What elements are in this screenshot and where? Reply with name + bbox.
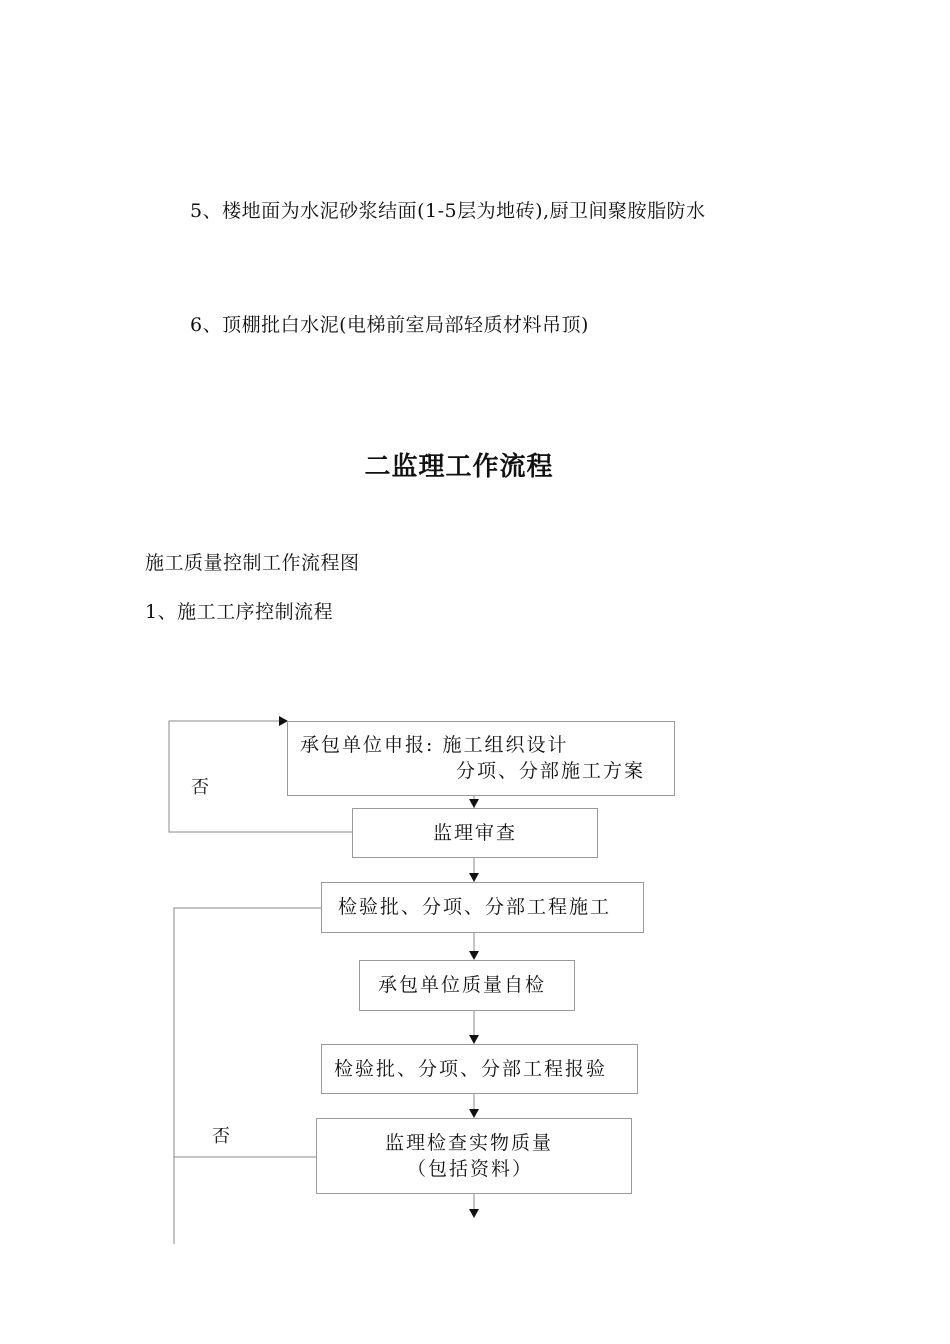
arrow-head-icon	[469, 873, 479, 882]
flow-box-review	[352, 808, 598, 858]
flow-box-construction	[321, 882, 644, 933]
flow-box-review-text: 监理审查	[433, 822, 518, 844]
flowchart-title: 施工质量控制工作流程图	[145, 552, 360, 574]
no-label-loop-2: 否	[212, 1126, 230, 1147]
flow-box-quality-check-line2: （包括资料）	[407, 1158, 534, 1180]
flow-box-quality-check	[316, 1118, 632, 1194]
flow-box-inspection-report	[321, 1044, 638, 1094]
paragraph-item-5: 5、楼地面为水泥砂浆结面(1-5层为地砖),厨卫间聚胺脂防水	[190, 200, 706, 222]
flow-box-submission-line1: 承包单位申报: 施工组织设计	[300, 734, 569, 756]
flow-box-self-check	[359, 960, 575, 1011]
arrow-head-icon	[469, 1109, 479, 1118]
flow-box-construction-text: 检验批、分项、分部工程施工	[338, 896, 612, 918]
flow-box-quality-check-line1: 监理检查实物质量	[385, 1132, 554, 1154]
flow-box-self-check-text: 承包单位质量自检	[378, 974, 547, 996]
flow-box-submission	[287, 721, 675, 796]
flow-box-submission-line2: 分项、分部施工方案	[456, 760, 646, 782]
arrow-head-icon	[469, 799, 479, 808]
arrow-head-icon	[469, 951, 479, 960]
flow-box-inspection-report-text: 检验批、分项、分部工程报验	[334, 1058, 608, 1080]
arrow-head-icon	[469, 1035, 479, 1044]
no-label-loop-1: 否	[191, 777, 209, 798]
subsection-title: 1、施工工序控制流程	[145, 601, 334, 623]
section-heading: 二监理工作流程	[364, 452, 554, 482]
paragraph-item-6: 6、顶棚批白水泥(电梯前室局部轻质材料吊顶)	[190, 314, 589, 336]
arrow-head-icon	[469, 1209, 479, 1218]
